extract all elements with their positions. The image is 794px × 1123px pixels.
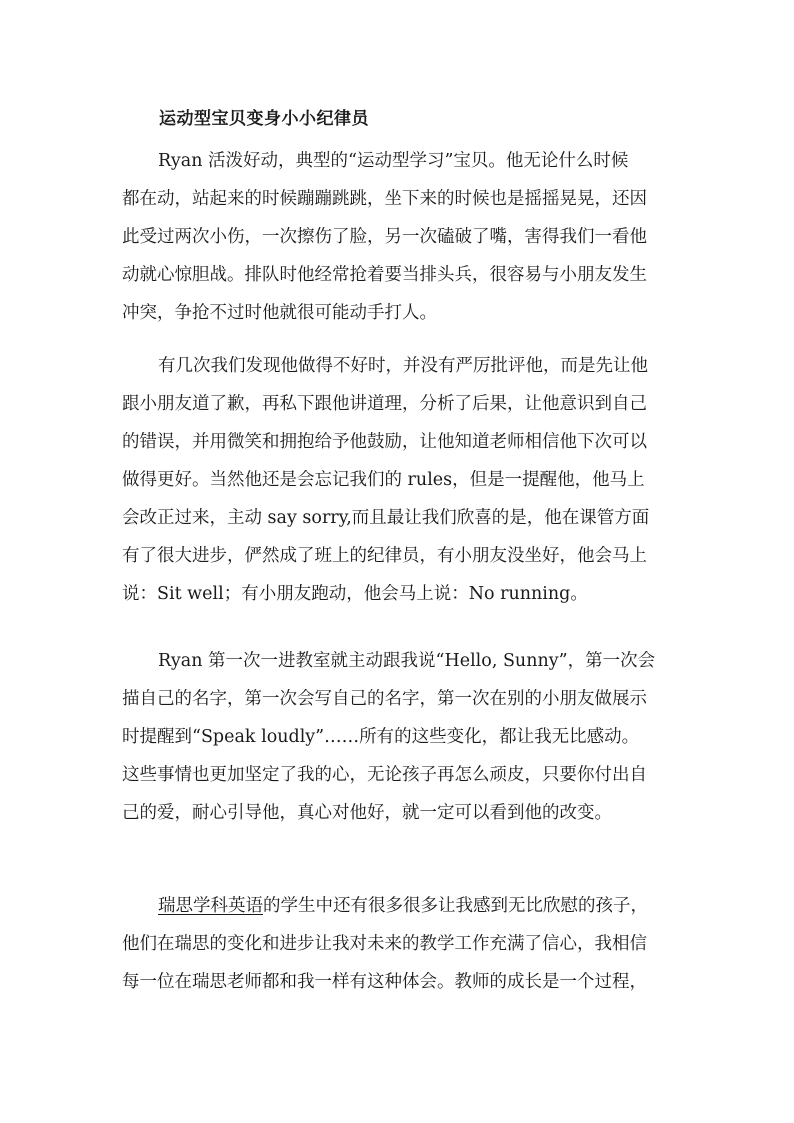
text-line: 此受过两次小伤，一次擦伤了脸，另一次磕破了嘴，害得我们一看他 (122, 227, 647, 247)
text-line: 跟小朋友道了歉，再私下跟他讲道理，分析了后果，让他意识到自己 (122, 394, 647, 414)
paragraph-ryan-active (122, 142, 682, 332)
text-line: 会改正过来，主动 say sorry,而且最让我们欣喜的是，他在课管方面 (122, 508, 650, 528)
text-line: 他们在瑞思的变化和进步让我对未来的教学工作充满了信心，我相信 (122, 934, 647, 954)
paragraph-conclusion (122, 887, 682, 1001)
text-line: 这些事情也更加坚定了我的心，无论孩子再怎么顽皮，只要你付出自 (122, 765, 647, 785)
text-line: 每一位在瑞思老师都和我一样有这种体会。教师的成长是一个过程， (122, 972, 647, 992)
text-line: 冲突，争抢不过时他就很可能动手打人。 (122, 303, 437, 323)
section-heading: 运动型宝贝变身小小纪律员 (159, 109, 369, 129)
paragraph-firsts (122, 642, 682, 832)
text-line: 描自己的名字，第一次会写自己的名字，第一次在别的小朋友做展示 (122, 689, 647, 709)
text-line: 有了很大进步，俨然成了班上的纪律员，有小朋友没坐好，他会马上 (122, 546, 647, 566)
text-line: 动就心惊胆战。排队时他经常抢着要当排头兵，很容易与小朋友发生 (122, 265, 647, 285)
text-line: 时提醒到“Speak loudly”……所有的这些变化，都让我无比感动。 (122, 727, 640, 747)
text-line: 有几次我们发现他做得不好时，并没有严厉批评他，而是先让他 (158, 356, 648, 376)
text-line: 己的爱，耐心引导他，真心对他好，就一定可以看到他的改变。 (122, 803, 612, 823)
text-line: 做得更好。当然他还是会忘记我们的 rules，但是一提醒他，他马上 (122, 470, 645, 490)
text-line: 都在动，站起来的时候蹦蹦跳跳，坐下来的时候也是摇摇晃晃，还因 (122, 189, 647, 209)
text-fragment: 的学生中还有很多很多让我感到无比欣慰的孩子， (263, 896, 648, 916)
text-line: 的错误，并用微笑和拥抱给予他鼓励，让他知道老师相信他下次可以 (122, 432, 647, 452)
text-line: 说：Sit well；有小朋友跑动，他会马上说：No running。 (122, 584, 588, 604)
school-name-link[interactable]: 瑞思学科英语 (158, 896, 263, 916)
text-line-first (122, 887, 682, 925)
text-line: Ryan 活泼好动，典型的“运动型学习”宝贝。他无论什么时候 (158, 151, 629, 171)
text-line: Ryan 第一次一进教室就主动跟我说“Hello, Sunny”，第一次会 (158, 651, 656, 671)
paragraph-discipline (122, 347, 682, 613)
